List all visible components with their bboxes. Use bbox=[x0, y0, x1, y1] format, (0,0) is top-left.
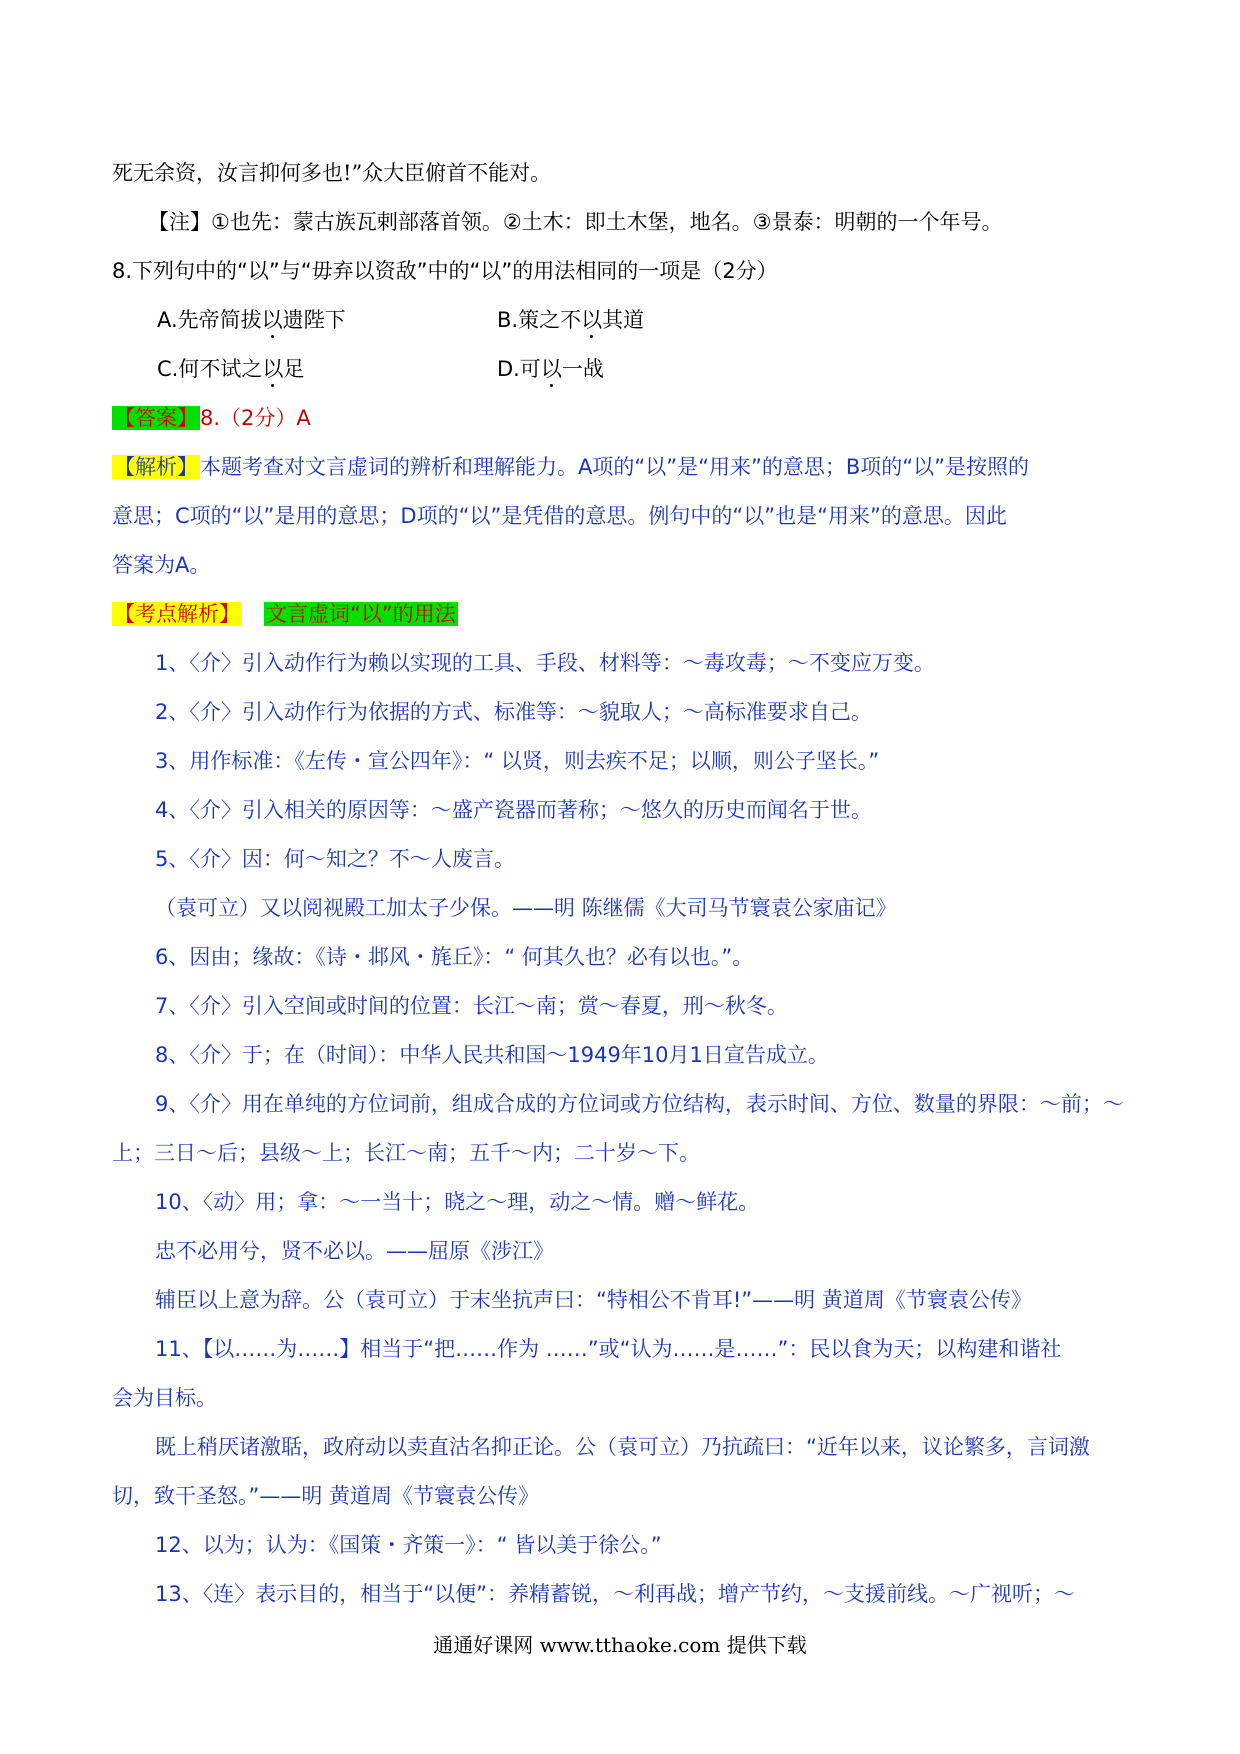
usage-item-continued: 上；三日～后；县级～上；长江～南；五千～内；二十岁～下。 bbox=[112, 1141, 700, 1165]
analysis-line-3: 答案为A。 bbox=[112, 553, 211, 577]
kaodian-title: 文言虚词“以”的用法 bbox=[266, 602, 456, 626]
usage-item: 3、用作标准：《左传・宣公四年》：“ 以贤，则去疾不足；以顺，则公子坚长。” bbox=[155, 749, 880, 773]
option-d: D.可以一战 bbox=[497, 357, 604, 381]
note-text: 【注】①也先：蒙古族瓦剌部落首领。②土木：即土木堡，地名。③景泰：明朝的一个年号。 bbox=[148, 210, 1003, 234]
usage-item: 9、〈介〉用在单纯的方位词前，组成合成的方位词或方位结构，表示时间、方位、数量的界限：～前；～ bbox=[155, 1092, 1124, 1116]
usage-item: 10、〈动〉用；拿：～一当十；晓之～理，动之～情。赠～鲜花。 bbox=[155, 1190, 760, 1214]
answer-text: 8.（2分）A bbox=[200, 406, 311, 430]
usage-quote: 既上稍厌诸激聒，政府动以卖直沽名抑正论。公（袁可立）乃抗疏曰：“近年以来，议论繁多，言词激 bbox=[155, 1435, 1090, 1459]
usage-item: 5、〈介〉因：何～知之？不～人废言。 bbox=[155, 847, 515, 871]
usage-item: 11、【以……为……】相当于“把……作为 ……”或“认为……是……”：民以食为天；以构建和谐社 bbox=[155, 1337, 1062, 1361]
usage-item: 8、〈介〉于；在（时间）：中华人民共和国～1949年10月1日宣告成立。 bbox=[155, 1043, 829, 1067]
usage-item: 1、〈介〉引入动作行为赖以实现的工具、手段、材料等：～毒攻毒；～不变应万变。 bbox=[155, 651, 935, 675]
usage-item: 2、〈介〉引入动作行为依据的方式、标准等：～貌取人；～高标准要求自己。 bbox=[155, 700, 872, 724]
answer-tag: 【答案】 bbox=[114, 406, 198, 430]
usage-quote: 忠不必用兮，贤不必以。——屈原《涉江》 bbox=[155, 1239, 554, 1263]
question-stem: 8.下列句中的“以”与“毋弃以资敌”中的“以”的用法相同的一项是（2分） bbox=[112, 259, 778, 283]
answer-line bbox=[112, 403, 311, 433]
analysis-tag: 【解析】 bbox=[114, 455, 198, 479]
kaodian-line bbox=[112, 599, 458, 629]
usage-item: 7、〈介〉引入空间或时间的位置：长江～南；赏～春夏，刑～秋冬。 bbox=[155, 994, 788, 1018]
page-footer: 通通好课网 www.tthaoke.com 提供下载 bbox=[433, 1633, 807, 1657]
usage-item: 6、因由；缘故：《诗・邶风・旄丘》：“ 何其久也？必有以也。”。 bbox=[155, 945, 754, 969]
analysis-line-2: 意思；C项的“以”是用的意思；D项的“以”是凭借的意思。例句中的“以”也是“用来”的意思。因此 bbox=[112, 504, 1007, 528]
kaodian-tag: 【考点解析】 bbox=[114, 602, 240, 626]
usage-quote: 辅臣以上意为辞。公（袁可立）于末坐抗声曰：“特相公不肯耳!”——明 黄道周《节寰袁公传》 bbox=[155, 1288, 1032, 1312]
usage-item: 12、以为；认为：《国策・齐策一》：“ 皆以美于徐公。” bbox=[155, 1533, 662, 1557]
option-b: B.策之不以其道 bbox=[497, 308, 645, 332]
passage-text: 死无余资，汝言抑何多也!”众大臣俯首不能对。 bbox=[112, 161, 552, 185]
usage-quote: （袁可立）又以阅视殿工加太子少保。——明 陈继儒《大司马节寰袁公家庙记》 bbox=[155, 896, 897, 920]
option-a: A.先帝简拔以遗陛下 bbox=[157, 308, 346, 332]
usage-item: 4、〈介〉引入相关的原因等：～盛产瓷器而著称；～悠久的历史而闻名于世。 bbox=[155, 798, 872, 822]
usage-quote-continued: 切，致干圣怒。”——明 黄道周《节寰袁公传》 bbox=[112, 1484, 540, 1508]
usage-item: 13、〈连〉表示目的，相当于“以便”：养精蓄锐，～利再战；增产节约，～支援前线。～广视听；～ bbox=[155, 1582, 1075, 1606]
analysis-line-1: 【解析】本题考查对文言虚词的辨析和理解能力。A项的“以”是“用来”的意思；B项的“以”是按照的 bbox=[114, 455, 1030, 479]
option-c: C.何不试之以足 bbox=[157, 357, 305, 381]
usage-item-continued: 会为目标。 bbox=[112, 1386, 217, 1410]
